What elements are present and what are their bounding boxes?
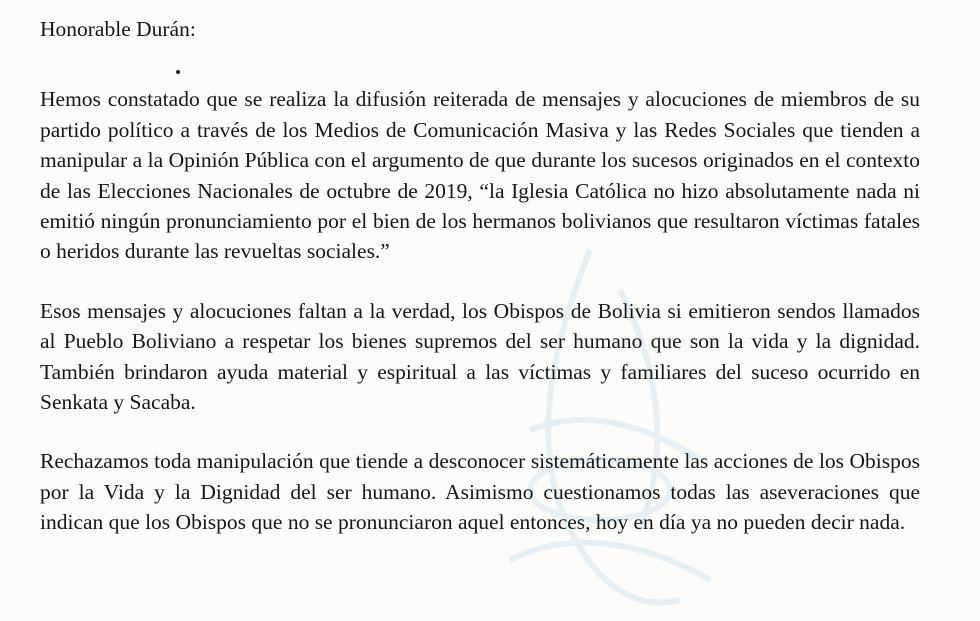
letter-paragraph-2: Esos mensajes y alocuciones faltan a la verdad, los Obispos de Bolivia si emitieron sendos llamados al Pueblo Boliviano a respetar los bienes supremos del ser humano que son la vida y la dignidad. También brindaron ayuda material y espiritual a las víctimas y familiares del suceso ocurrido en Senkata y Sacaba.: [40, 298, 920, 415]
letter-greeting: Honorable Durán:: [40, 17, 196, 41]
letter-paragraph-1: Hemos constatado que se realiza la difusión reiterada de mensajes y alocuciones de miembros de su partido político a través de los Medios de Comunicación Masiva y las Redes Sociales que tienden a manipular a la Opinión Pública con el argumento de que durante los sucesos originados en el contexto de las Elecciones Nacionales de octubre de 2019, “la Iglesia Católica no hizo absolutamente nada ni emitió ningún pronunciamiento por el bien de los hermanos bolivianos que resultaron víctimas fatales o heridos durante las revueltas sociales.”: [40, 87, 920, 264]
letter-body: [40, 14, 920, 567]
letter-paragraph-3: Rechazamos toda manipulación que tiende a desconocer sistemáticamente las acciones de los Obispos por la Vida y la Dignidad del ser humano. Asimismo cuestionamos todas las aseveraciones que indican que los Obispos que no se pronunciaron aquel entonces, hoy en día ya no pueden decir nada.: [40, 449, 920, 535]
